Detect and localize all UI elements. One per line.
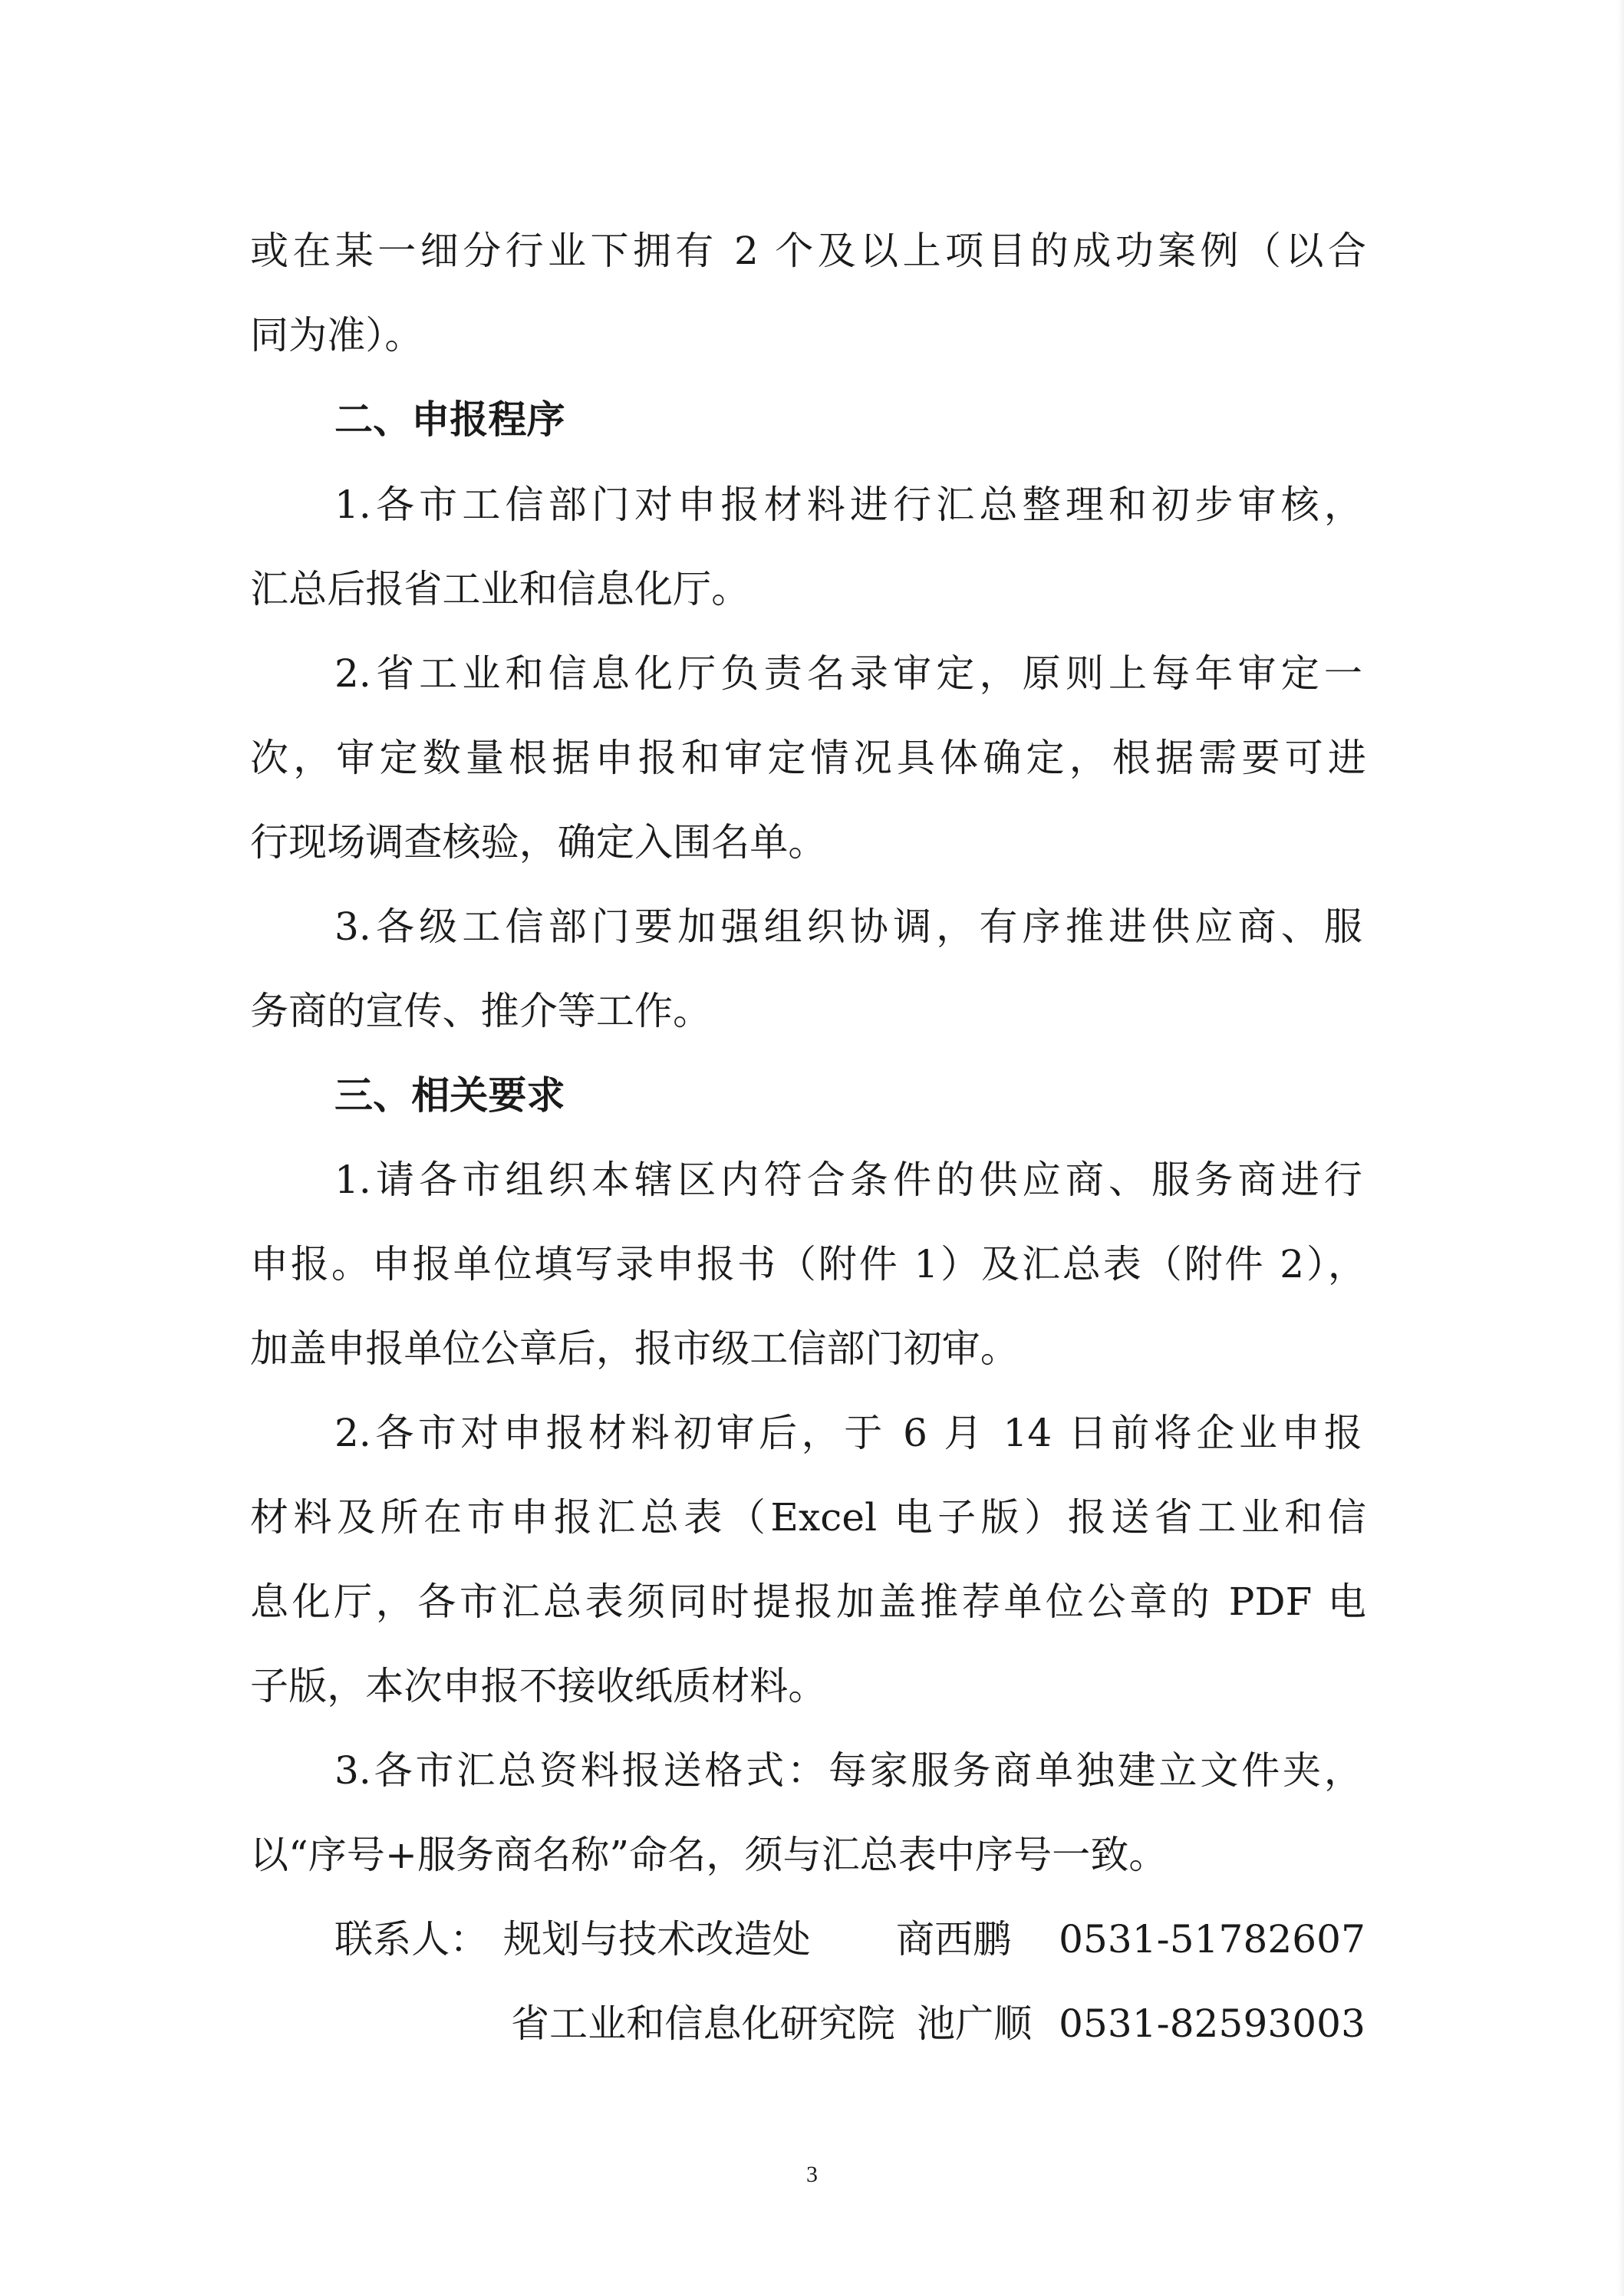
paragraph-line: 2.各市对申报材料初审后，于 6 月 14 日前将企业申报: [334, 1411, 1362, 1455]
paragraph-line: 材料及所在市申报汇总表（Excel 电子版）报送省工业和信: [250, 1495, 1366, 1540]
contact-phone: 0531-51782607: [1059, 1917, 1365, 1962]
section-heading: 二、申报程序: [334, 397, 565, 442]
paragraph-line: 务商的宣传、推介等工作。: [250, 989, 712, 1033]
paragraph-line: 1.请各市组织本辖区内符合条件的供应商、服务商进行: [334, 1158, 1362, 1202]
paragraph-line: 以“序号+服务商名称”命名，须与汇总表中序号一致。: [250, 1833, 1168, 1877]
paragraph-line: 息化厅，各市汇总表须同时提报加盖推荐单位公章的 PDF 电: [250, 1580, 1366, 1624]
page-edge: [1618, 0, 1624, 2296]
paragraph-line: 2.省工业和信息化厅负责名录审定，原则上每年审定一: [334, 651, 1362, 696]
page-number: 3: [806, 2162, 818, 2187]
paragraph-line: 汇总后报省工业和信息化厅。: [250, 567, 750, 611]
paragraph-line: 或在某一细分行业下拥有 2 个及以上项目的成功案例（以合: [250, 229, 1366, 273]
paragraph-line: 3.各级工信部门要加强组织协调，有序推进供应商、服: [334, 904, 1362, 949]
paragraph-line: 次，审定数量根据申报和审定情况具体确定，根据需要可进: [250, 736, 1366, 780]
contact-org: 规划与技术改造处: [503, 1917, 811, 1962]
paragraph-line: 子版，本次申报不接收纸质材料。: [250, 1664, 827, 1708]
contact-name: 池广顺: [917, 2001, 1033, 2046]
contact-label: 联系人：: [334, 1917, 489, 1962]
contact-org: 省工业和信息化研究院: [511, 2001, 895, 2046]
section-heading: 三、相关要求: [334, 1073, 565, 1118]
paragraph-line: 申报。申报单位填写录申报书（附件 1）及汇总表（附件 2），: [250, 1242, 1366, 1286]
contact-name: 商西鹏: [896, 1917, 1012, 1962]
contact-phone: 0531-82593003: [1059, 2001, 1365, 2046]
paragraph-line: 1.各市工信部门对申报材料进行汇总整理和初步审核，: [334, 483, 1362, 527]
paragraph-line: 同为准）。: [250, 313, 423, 357]
paragraph-line: 3.各市汇总资料报送格式：每家服务商单独建立文件夹，: [334, 1748, 1362, 1793]
paragraph-line: 行现场调查核验，确定入围名单。: [250, 820, 827, 865]
paragraph-line: 加盖申报单位公章后，报市级工信部门初审。: [250, 1326, 1019, 1371]
